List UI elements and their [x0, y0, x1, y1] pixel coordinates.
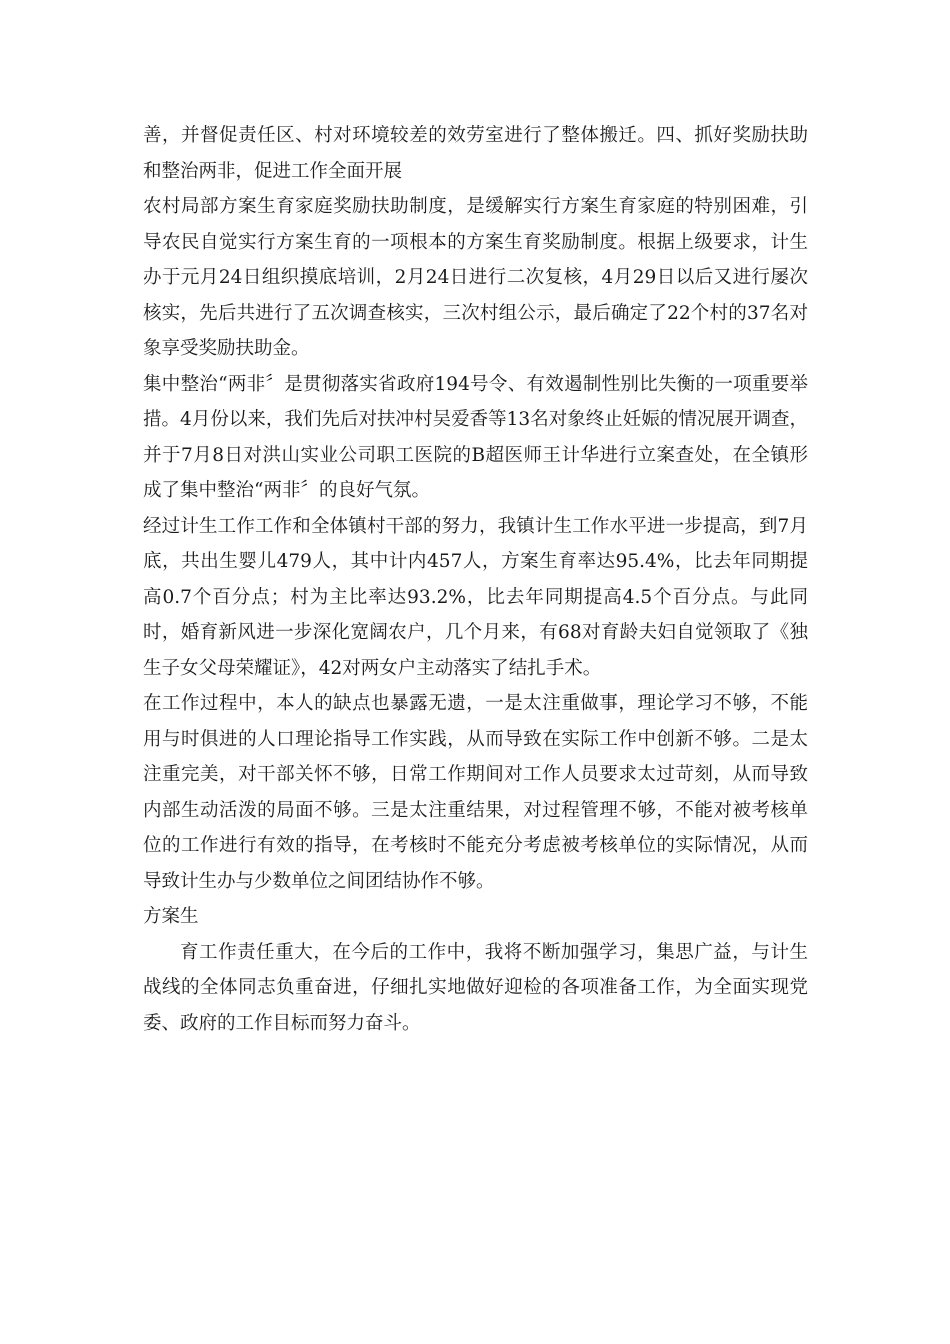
- document-body: [143, 118, 808, 1041]
- paragraph-two-nons-rectification: 集中整治“两非〞是贯彻落实省政府194号令、有效遏制性别比失衡的一项重要举措。4月份以来，我们先后对扶冲村吴爱香等13名对象终止妊娠的情况展开调查，并于7月8日对洪山实业公司职工医院的B超医师王计华进行立案查处，在全镇形成了集中整治“两非〞的良好气氛。: [143, 373, 808, 501]
- paragraph-closing-commitment: 育工作责任重大，在今后的工作中，我将不断加强学习，集思广益，与计生战线的全体同志负重奋进，仔细扎实地做好迎检的各项准备工作，为全面实现党委、政府的工作目标而努力奋斗。: [143, 941, 808, 1034]
- paragraph-reward-support-system: 农村局部方案生育家庭奖励扶助制度，是缓解实行方案生育家庭的特别困难，引导农民自觉实行方案生育的一项根本的方案生育奖励制度。根据上级要求，计生办于元月24日组织摸底培训，2月24日进行二次复核，4月29日以后又进行屡次核实，先后共进行了五次调查核实，三次村组公示，最后确定了22个村的37名对象享受奖励扶助金。: [143, 196, 808, 359]
- paragraph-fragment: 方案生: [143, 906, 199, 927]
- paragraph-work-results: 经过计生工作工作和全体镇村干部的努力，我镇计生工作水平进一步提高，到7月底，共出生婴儿479人，其中计内457人，方案生育率达95.4%，比去年同期提高0.7个百分点；村为主比率达93.2%，比去年同期提高4.5个百分点。与此同时，婚育新风进一步深化宽阔农户，几个月来，有68对育龄夫妇自觉领取了《独生子女父母荣耀证》，42对两女户主动落实了结扎手术。: [143, 515, 808, 679]
- paragraph-shortcomings: 在工作过程中，本人的缺点也暴露无遗，一是太注重做事，理论学习不够，不能用与时俱进的人口理论指导工作实践，从而导致在实际工作中创新不够。二是太注重完美，对干部关怀不够，日常工作期间对工作人员要求太过苛刻，从而导致内部生动活泼的局面不够。三是太注重结果，对过程管理不够，不能对被考核单位的工作进行有效的指导，在考核时不能充分考虑被考核单位的实际情况，从而导致计生办与少数单位之间团结协作不够。: [143, 693, 808, 892]
- paragraph-relocation-and-section-four: 善，并督促责任区、村对环境较差的效劳室进行了整体搬迁。四、抓好奖励扶助和整治两非，促进工作全面开展: [143, 125, 808, 182]
